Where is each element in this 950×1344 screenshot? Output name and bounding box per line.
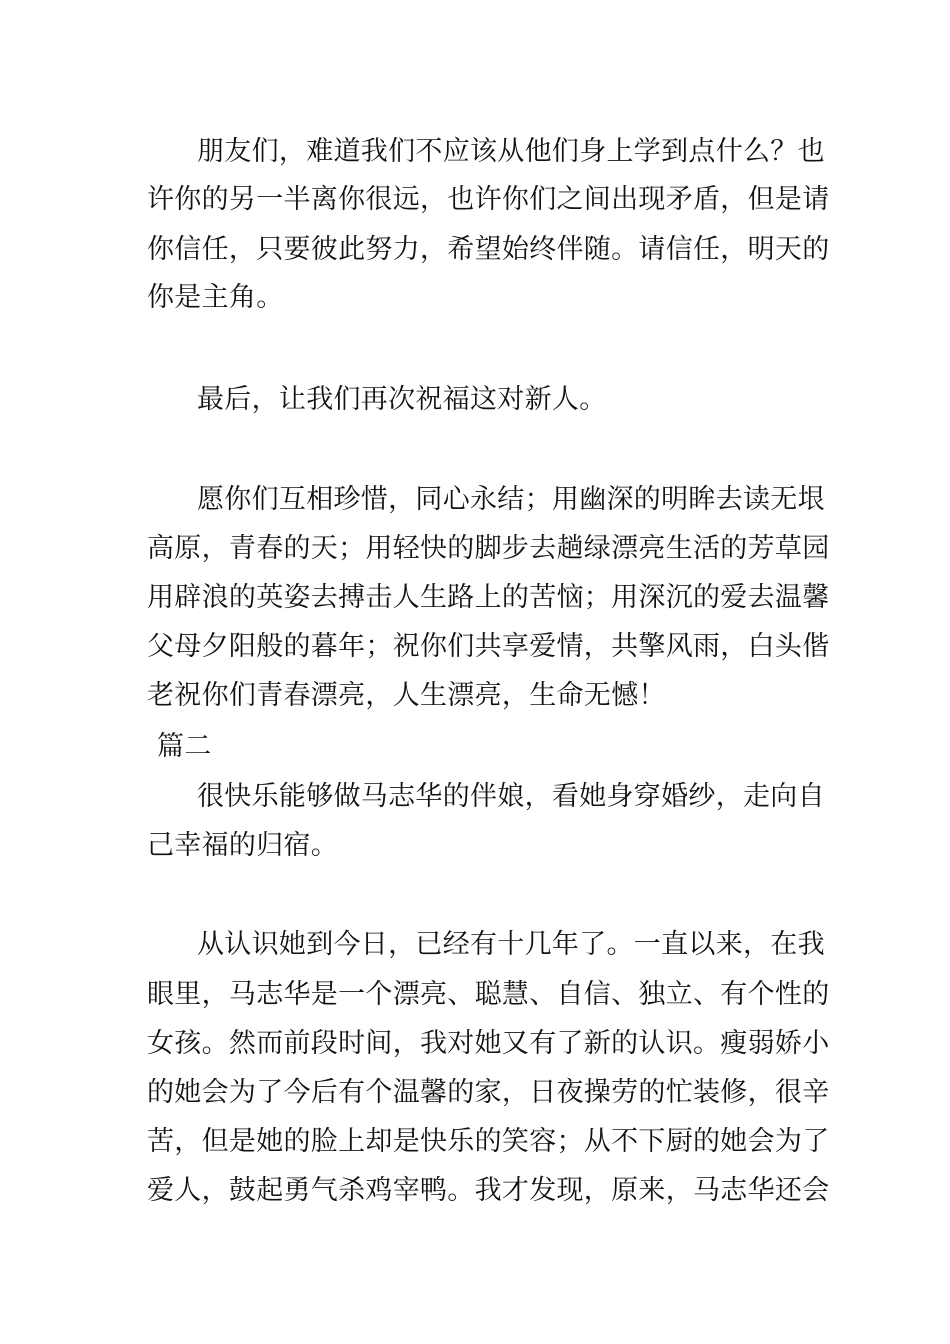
paragraph-3-line-4: 父母夕阳般的暮年；祝你们共享爱情，共擎风雨，白头偕 (147, 631, 830, 662)
section-paragraph-2-line-1: 从认识她到今日，已经有十几年了。一直以来，在我 (197, 929, 825, 960)
paragraph-1-line-4: 你是主角。 (147, 282, 284, 313)
section-paragraph-2-line-6: 爱人，鼓起勇气杀鸡宰鸭。我才发现，原来，马志华还会 (147, 1175, 830, 1206)
paragraph-2-line-1: 最后，让我们再次祝福这对新人。 (197, 384, 607, 415)
section-paragraph-2-line-3: 女孩。然而前段时间，我对她又有了新的认识。瘦弱娇小 (147, 1028, 830, 1059)
section-paragraph-2-line-2: 眼里，马志华是一个漂亮、聪慧、自信、独立、有个性的 (147, 979, 830, 1010)
paragraph-3-line-1: 愿你们互相珍惜，同心永结；用幽深的明眸去读无垠 (197, 484, 825, 515)
paragraph-1-line-1: 朋友们，难道我们不应该从他们身上学到点什么？也 (197, 136, 825, 167)
section-paragraph-2-line-4: 的她会为了今后有个温馨的家，日夜操劳的忙装修，很辛 (147, 1077, 830, 1108)
section-paragraph-2-line-5: 苦，但是她的脸上却是快乐的笑容；从不下厨的她会为了 (147, 1126, 830, 1157)
paragraph-3-line-2: 高原，青春的天；用轻快的脚步去趟绿漂亮生活的芳草园 (147, 533, 830, 564)
section-paragraph-1-line-1: 很快乐能够做马志华的伴娘，看她身穿婚纱，走向自 (197, 781, 825, 812)
paragraph-3-line-3: 用辟浪的英姿去搏击人生路上的苦恼；用深沉的爱去温馨 (147, 582, 830, 613)
section-heading: 篇二 (157, 731, 212, 762)
paragraph-3-line-5: 老祝你们青春漂亮，人生漂亮，生命无憾！ (147, 680, 666, 711)
paragraph-1-line-2: 许你的另一半离你很远，也许你们之间出现矛盾，但是请 (147, 184, 830, 215)
section-paragraph-1-line-2: 己幸福的归宿。 (147, 830, 339, 861)
paragraph-1-line-3: 你信任，只要彼此努力，希望始终伴随。请信任，明天的 (147, 234, 830, 265)
